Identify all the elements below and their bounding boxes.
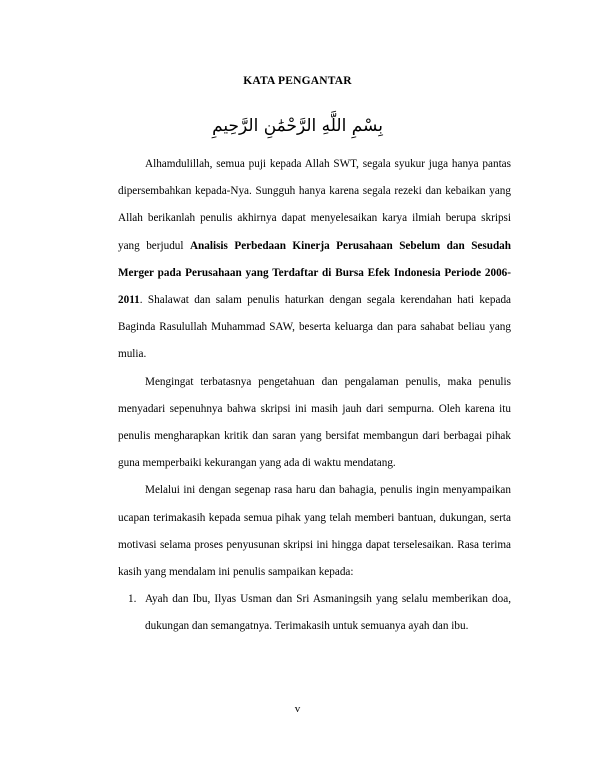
paragraph-acknowledgement [118, 151, 511, 369]
paragraph-outro-text: . Shalawat dan salam penulis haturkan dengan segala kerendahan hati kepada Baginda Rasulullah Muhammad SAW, beserta keluarga dan para sahabat beliau yang mulia. [118, 294, 511, 361]
paragraph-limitations: Mengingat terbatasnya pengetahuan dan pengalaman penulis, maka penulis menyadari sepenuhnya bahwa skripsi ini masih jauh dari sempurna. Oleh karena itu penulis mengharapkan kritik dan saran yang bersifat membangun dari berbagai pihak guna memperbaiki kekurangan yang ada di waktu mendatang. [118, 375, 511, 470]
paragraph-intro-text: Alhamdulillah, semua puji kepada Allah SWT, segala syukur juga hanya pantas dipersembahkan kepada-Nya. Sungguh hanya karena segala rezeki dan kebaikan yang Allah berikanlah penulis akhirnya dapat menyelesaikan karya ilmiah berupa skripsi yang berjudul [118, 158, 511, 252]
thanks-list [118, 586, 511, 640]
list-item [118, 586, 511, 640]
document-body [118, 151, 511, 641]
list-item-number: 1. [128, 593, 137, 606]
thesis-title: Analisis Perbedaan Kinerja Perusahaan Sebelum dan Sesudah Merger pada Perusahaan yang Terdaftar di Bursa Efek Indonesia Periode 2006-2011 [118, 239, 511, 307]
page-number: v [294, 703, 301, 715]
paragraph-gratitude: Melalui ini dengan segenap rasa haru dan bahagia, penulis ingin menyampaikan ucapan terimakasih kepada semua pihak yang telah memberi bantuan, dukungan, serta motivasi selama proses penyusunan skripsi ini hingga dapat terselesaikan. Rasa terima kasih yang mendalam ini penulis sampaikan kepada: [118, 484, 511, 579]
list-item-text: Ayah dan Ibu, Ilyas Usman dan Sri Asmaningsih yang selalu memberikan doa, dukungan dan semangatnya. Terimakasih untuk semuanya ayah dan ibu. [145, 593, 511, 633]
page-title: KATA PENGANTAR [243, 75, 352, 87]
basmalah-calligraphy: بِسْمِ اللَّهِ الرَّحْمَٰنِ الرَّحِيمِ [212, 116, 383, 136]
